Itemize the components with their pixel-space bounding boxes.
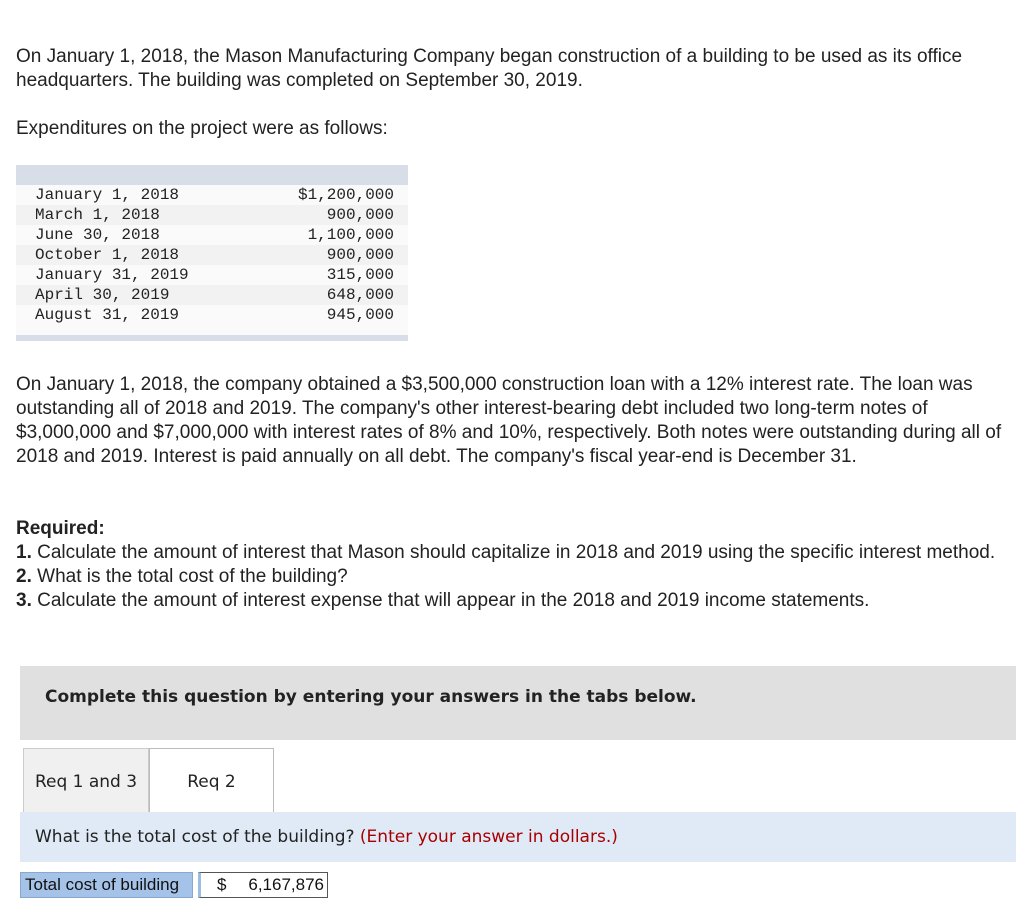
tab-label: Req 2: [187, 772, 236, 792]
required-heading: Required:: [16, 518, 105, 539]
question-text: What is the total cost of the building?: [35, 827, 355, 847]
expenditure-date: April 30, 2019: [35, 286, 170, 304]
tab-req-1-and-3[interactable]: [23, 748, 149, 812]
instructions-banner: [20, 666, 1016, 740]
question-hint: (Enter your answer in dollars.): [359, 827, 618, 847]
expenditure-amount: 1,100,000: [307, 226, 394, 244]
answer-label: Total cost of building: [20, 872, 193, 898]
expenditure-amount: 315,000: [326, 266, 394, 284]
expenditure-amount: 900,000: [326, 246, 394, 264]
loan-paragraph: On January 1, 2018, the company obtained a $3,500,000 construction loan with a 12% interest rate. The loan was outstanding all of 2018 and 2019. The company's other interest-bearing debt included two long-term notes of $3,000,000 and $7,000,000 with interest rates of 8% and 10%, respectively. Both notes were outstanding during all of 2018 and 2019. Interest is paid annually on all debt. The company's fiscal year-end is December 31.: [16, 374, 1002, 467]
intro-paragraph: On January 1, 2018, the Mason Manufacturing Company began construction of a building to be used as its office headquarters. The building was completed on September 30, 2019.: [16, 46, 963, 91]
required-item-3: 3. Calculate the amount of interest expense that will appear in the 2018 and 2019 income statements.: [16, 590, 870, 611]
expenditures-intro: Expenditures on the project were as follows:: [16, 118, 388, 139]
expenditure-date: January 31, 2019: [35, 266, 189, 284]
expenditures-table: [16, 165, 408, 341]
currency-symbol: $: [217, 875, 227, 894]
table-row: [16, 265, 408, 285]
expenditure-date: June 30, 2018: [35, 226, 160, 244]
required-section: [16, 517, 1012, 613]
expenditure-date: October 1, 2018: [35, 246, 180, 264]
table-row: [16, 285, 408, 305]
required-item-2: 2. What is the total cost of the building?: [16, 566, 348, 587]
expenditure-amount: 945,000: [326, 306, 394, 324]
expenditure-amount: 648,000: [326, 286, 394, 304]
question-bar: [20, 812, 1016, 862]
tab-label: Req 1 and 3: [34, 772, 138, 792]
table-row: [16, 245, 408, 265]
expenditure-amount: 900,000: [326, 206, 394, 224]
required-item-1: 1. Calculate the amount of interest that Mason should capitalize in 2018 and 2019 using the specific interest method.: [16, 542, 996, 563]
banner-text: Complete this question by entering your answers in the tabs below.: [45, 687, 697, 707]
expenditure-date: August 31, 2019: [35, 306, 180, 324]
expenditure-date: March 1, 2018: [35, 206, 160, 224]
answer-value: 6,167,876: [248, 875, 324, 894]
table-row: [16, 305, 408, 325]
table-row: [16, 185, 408, 205]
tab-req-2[interactable]: [149, 748, 274, 812]
table-row: [16, 205, 408, 225]
expenditure-date: January 1, 2018: [35, 186, 180, 204]
table-row: [16, 225, 408, 245]
total-cost-input[interactable]: [198, 872, 328, 898]
expenditure-amount: $1,200,000: [297, 186, 394, 204]
